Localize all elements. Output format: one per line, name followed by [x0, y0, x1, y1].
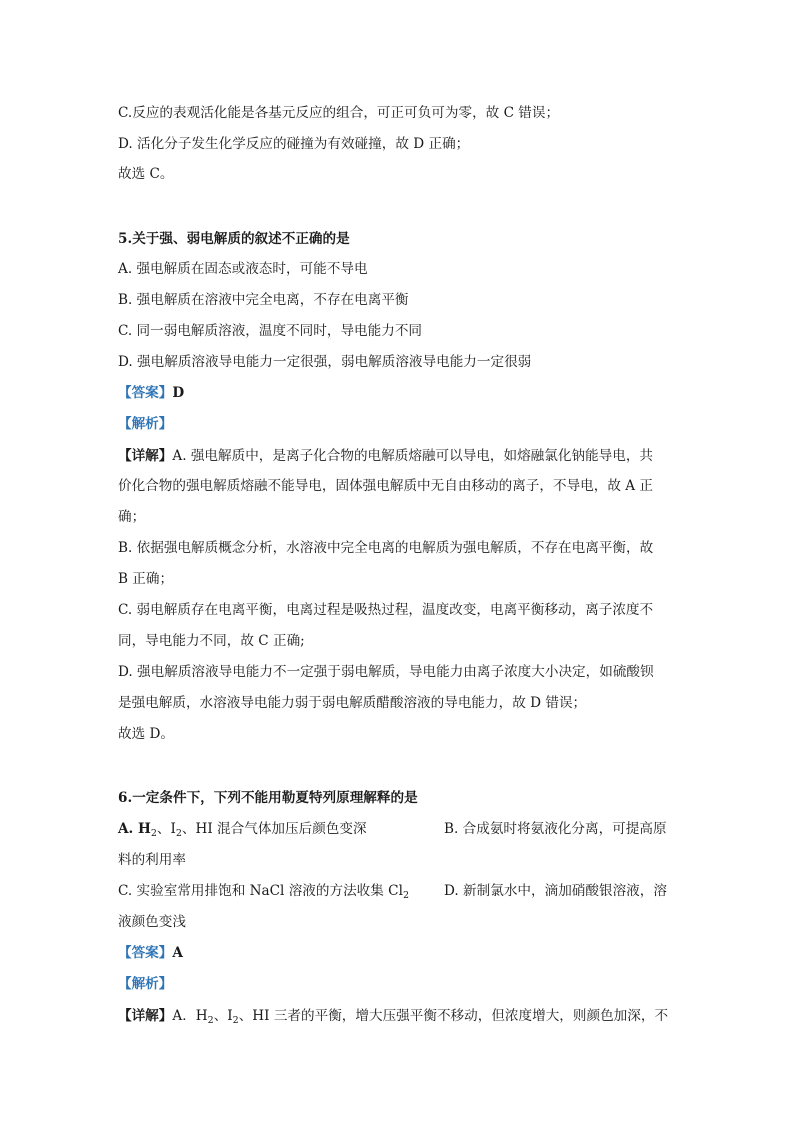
q5-option-b: B. 强电解质在溶液中完全电离，不存在电离平衡 — [118, 292, 409, 308]
q6-option-b-line-1: B. 合成氨时将氨液化分离，可提高原 — [444, 821, 667, 837]
q5-detail-line-7: 同，导电能力不同，故 C 正确; — [118, 633, 305, 649]
q6-option-b-line-2: 料的利用率 — [118, 852, 186, 868]
q5-detail-line-3: 确； — [118, 509, 146, 525]
q5-detail-text-1: A. 强电解质中，是离子化合物的电解质熔融可以导电，如熔融氯化钠能导电，共 — [172, 448, 654, 464]
q6-detail-line-1 — [118, 1006, 668, 1026]
q6-detail-rest: 、HI 三者的平衡，增大压强平衡不移动，但浓度增大，则颜色加深，不 — [238, 1008, 669, 1024]
q6-option-a-sub-2: 2 — [175, 828, 182, 839]
prev-conclusion: 故选 C。 — [118, 166, 174, 182]
q5-detail-line-4: B. 依据强电解质概念分析，水溶液中完全电离的电解质为强电解质，不存在电离平衡，故 — [118, 540, 654, 556]
q5-detail-line-9: 是强电解质，水溶液导电能力弱于弱电解质醋酸溶液的导电能力，故 D 错误； — [118, 695, 587, 711]
q6-option-d-line-2: 液颜色变浅 — [118, 914, 186, 930]
q6-option-c-text: C. 实验室常用排饱和 NaCl 溶液的方法收集 Cl — [118, 883, 403, 899]
q5-analysis-tag — [118, 414, 172, 434]
q6-detail-mid: 、I — [213, 1008, 233, 1024]
q5-option-a: A. 强电解质在固态或液态时，可能不导电 — [118, 261, 368, 277]
q6-detail-tag: 【详解】 — [118, 1008, 173, 1024]
q6-option-a-prefix: A. H — [118, 821, 151, 837]
q6-answer — [118, 943, 183, 963]
q6-answer-value: A — [172, 945, 183, 961]
q6-option-c — [118, 881, 409, 901]
q6-stem: 6.一定条件下，下列不能用勒夏特列原理解释的是 — [118, 790, 418, 806]
q5-analysis-label: 【解析】 — [118, 416, 173, 432]
q5-answer-value: D — [172, 385, 185, 401]
q6-detail-prefix: A．H — [172, 1008, 208, 1024]
q5-detail-tag: 【详解】 — [118, 448, 173, 464]
q6-option-d-line-1: D. 新制氯水中，滴加硝酸银溶液，溶 — [444, 883, 667, 899]
q6-detail-sub-2: 2 — [232, 1015, 239, 1026]
q5-detail-line-10: 故选 D。 — [118, 726, 175, 742]
q6-option-a — [118, 819, 367, 839]
q6-option-a-rest: 、HI 混合气体加压后颜色变深 — [181, 821, 367, 837]
prev-option-d-explanation: D. 活化分子发生化学反应的碰撞为有效碰撞，故 D 正确； — [118, 136, 470, 152]
q5-detail-line-8: D. 强电解质溶液导电能力不一定强于弱电解质，导电能力由离子浓度大小决定，如硫酸钡 — [118, 664, 654, 680]
q5-detail-line-2: 价化合物的强电解质熔融不能导电，固体强电解质中无自由移动的离子，不导电，故 A 正 — [118, 478, 654, 494]
q6-detail-sub-1: 2 — [207, 1015, 214, 1026]
prev-option-c-explanation: C.反应的表观活化能是各基元反应的组合，可正可负可为零，故 C 错误； — [118, 105, 560, 121]
q6-analysis-label: 【解析】 — [118, 976, 173, 992]
q5-detail-line-1 — [118, 446, 653, 466]
q5-option-d: D. 强电解质溶液导电能力一定很强，弱电解质溶液导电能力一定很弱 — [118, 354, 532, 370]
q6-option-c-sub: 2 — [402, 890, 409, 901]
q5-answer-tag: 【答案】 — [118, 385, 173, 401]
q6-analysis-tag — [118, 974, 172, 994]
q6-option-a-sub-1: 2 — [150, 828, 157, 839]
q5-stem: 5.关于强、弱电解质的叙述不正确的是 — [118, 231, 350, 247]
q5-answer — [118, 383, 184, 403]
q5-detail-line-5: B 正确； — [118, 571, 174, 587]
q6-answer-tag: 【答案】 — [118, 945, 173, 961]
q5-detail-line-6: C. 弱电解质存在电离平衡，电离过程是吸热过程，温度改变，电离平衡移动，离子浓度不 — [118, 602, 654, 618]
q6-option-a-mid: 、I — [156, 821, 176, 837]
q5-option-c: C. 同一弱电解质溶液，温度不同时，导电能力不同 — [118, 323, 423, 339]
